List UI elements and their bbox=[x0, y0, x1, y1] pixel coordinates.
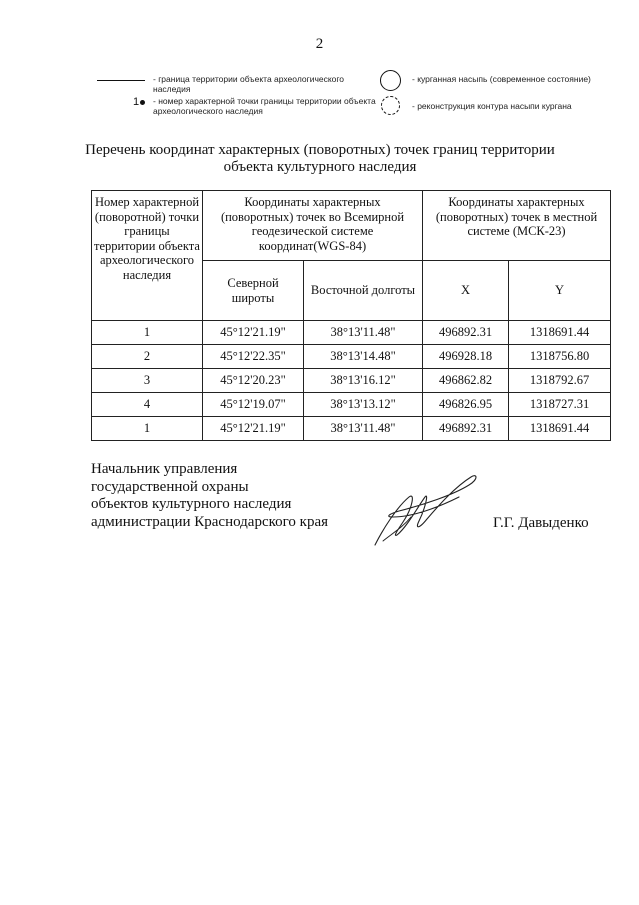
header-wgs84: Координаты характерных (поворотных) точек во Всемирной геодезической системе координат(WGS-84) bbox=[203, 191, 423, 261]
subheader-longitude: Восточной долготы bbox=[304, 261, 423, 321]
cell-x: 496892.31 bbox=[423, 321, 509, 345]
cell-x: 496892.31 bbox=[423, 417, 509, 441]
cell-point-number: 3 bbox=[92, 369, 203, 393]
handwritten-signature bbox=[363, 467, 483, 552]
cell-y: 1318727.31 bbox=[509, 393, 611, 417]
cell-x: 496826.95 bbox=[423, 393, 509, 417]
cell-longitude: 38°13'11.48" bbox=[304, 321, 423, 345]
signatory-line-4: администрации Краснодарского края bbox=[91, 513, 329, 530]
cell-x: 496928.18 bbox=[423, 345, 509, 369]
cell-point-number: 4 bbox=[92, 393, 203, 417]
table-row bbox=[92, 417, 611, 441]
cell-latitude: 45°12'20.23" bbox=[203, 369, 304, 393]
cell-longitude: 38°13'16.12" bbox=[304, 369, 423, 393]
legend-boundary-text: - граница территории объекта археологического наследия bbox=[153, 74, 345, 94]
reconstruction-dashed-circle-icon bbox=[381, 96, 400, 115]
table-row bbox=[92, 369, 611, 393]
page-number: 2 bbox=[315, 36, 324, 52]
signatory-line-1: Начальник управления bbox=[91, 461, 238, 477]
header-point-number: Номер характерной (поворотной) точки границы территории объекта археологического наследия bbox=[92, 191, 203, 321]
subheader-y: Y bbox=[509, 261, 611, 321]
point-marker-number: 1 bbox=[133, 96, 140, 108]
legend-reconstruction-text: - реконструкция контура насыпи кургана bbox=[412, 101, 572, 111]
point-dot-icon bbox=[140, 100, 145, 105]
cell-y: 1318691.44 bbox=[509, 417, 611, 441]
cell-longitude: 38°13'13.12" bbox=[304, 393, 423, 417]
mound-circle-icon bbox=[380, 70, 401, 91]
cell-point-number: 1 bbox=[92, 321, 203, 345]
table-row bbox=[92, 345, 611, 369]
point-marker-symbol bbox=[133, 96, 145, 108]
legend-point-text: - номер характерной точки границы территории объекта археологического наследия bbox=[153, 96, 376, 116]
cell-longitude: 38°13'14.48" bbox=[304, 345, 423, 369]
coordinates-table bbox=[91, 190, 611, 441]
signatory-position bbox=[91, 461, 391, 531]
cell-point-number: 1 bbox=[92, 417, 203, 441]
table-row bbox=[92, 321, 611, 345]
boundary-line-symbol bbox=[97, 80, 145, 81]
legend-mound-text: - курганная насыпь (современное состояние) bbox=[412, 74, 591, 84]
subheader-x: X bbox=[423, 261, 509, 321]
signatory-line-3: объектов культурного наследия bbox=[91, 496, 292, 512]
table-row bbox=[92, 393, 611, 417]
header-msk23: Координаты характерных (поворотных) точек в местной системе (МСК-23) bbox=[423, 191, 611, 261]
cell-longitude: 38°13'11.48" bbox=[304, 417, 423, 441]
signatory-name: Г.Г. Давыденко bbox=[493, 515, 589, 531]
cell-x: 496862.82 bbox=[423, 369, 509, 393]
cell-y: 1318691.44 bbox=[509, 321, 611, 345]
cell-latitude: 45°12'19.07" bbox=[203, 393, 304, 417]
signatory-line-2: государственной охраны bbox=[91, 478, 249, 495]
cell-y: 1318792.67 bbox=[509, 369, 611, 393]
cell-latitude: 45°12'21.19" bbox=[203, 417, 304, 441]
cell-latitude: 45°12'21.19" bbox=[203, 321, 304, 345]
subheader-latitude: Северной широты bbox=[203, 261, 304, 321]
cell-y: 1318756.80 bbox=[509, 345, 611, 369]
cell-point-number: 2 bbox=[92, 345, 203, 369]
cell-latitude: 45°12'22.35" bbox=[203, 345, 304, 369]
document-title: Перечень координат характерных (поворотных) точек границ территории объекта культурного наследия bbox=[85, 142, 555, 175]
